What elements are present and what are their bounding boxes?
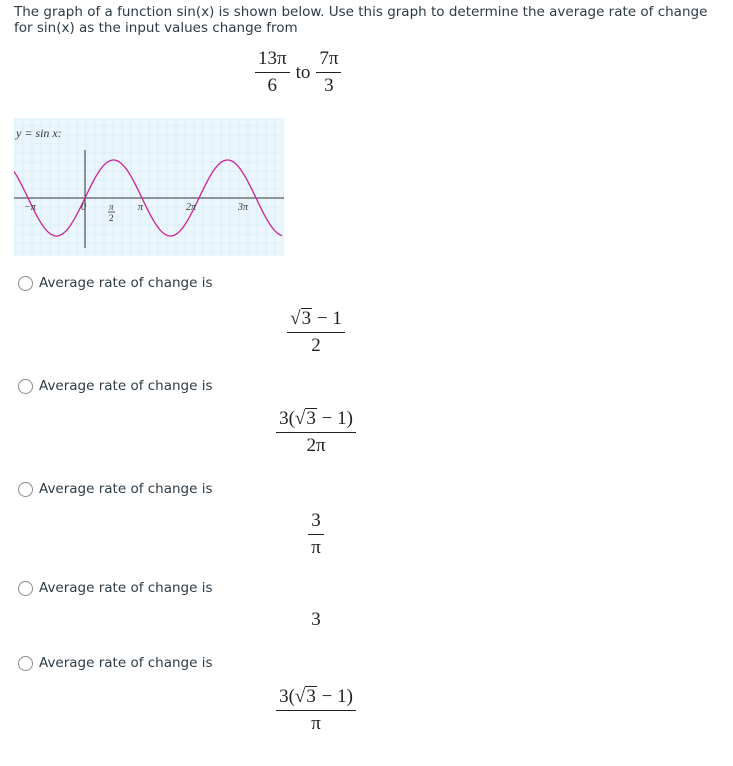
choice-5[interactable] — [18, 655, 213, 671]
answer-numerator — [276, 408, 356, 432]
radio-button[interactable] — [18, 482, 33, 497]
answer-fraction — [308, 510, 324, 559]
radical-sign: √ — [290, 308, 301, 329]
tick-zero: 0 — [81, 202, 86, 213]
radical-sign: √ — [294, 408, 306, 429]
radio-button[interactable] — [18, 581, 33, 596]
choice-label: Average rate of change is — [39, 275, 213, 291]
sine-graph — [14, 118, 284, 256]
answer-value: 3 — [311, 609, 321, 630]
answer-fraction — [276, 686, 356, 735]
choice-label: Average rate of change is — [39, 655, 213, 671]
interval-end-denominator: 3 — [324, 75, 334, 96]
answer-coefficient: 3( — [279, 686, 295, 707]
radical-sign: √ — [294, 686, 306, 707]
tick-pi-over-2-den: 2 — [109, 213, 114, 223]
choice-2[interactable] — [18, 378, 213, 394]
tick-2pi: 2π — [186, 202, 197, 213]
radio-button[interactable] — [18, 276, 33, 291]
sqrt — [290, 308, 312, 330]
graph-label: y = sin x: — [16, 126, 62, 140]
interval-start-fraction — [255, 48, 290, 97]
answer-fraction — [287, 308, 345, 357]
answer-1 — [256, 308, 376, 357]
radicand: 3 — [301, 308, 312, 329]
answer-numerator: 3 — [311, 510, 321, 531]
choice-label: Average rate of change is — [39, 481, 213, 497]
answer-denominator: 2π — [306, 435, 326, 456]
interval-expression — [255, 48, 341, 97]
answer-tail: − 1) — [316, 686, 353, 707]
answer-3 — [256, 510, 376, 559]
interval-start-numerator: 13π — [258, 48, 287, 69]
answer-tail: − 1) — [316, 408, 353, 429]
question-text: The graph of a function sin(x) is shown below. Use this graph to determine the average rate of change for sin(x) as the input values change from — [14, 4, 708, 36]
sqrt — [295, 408, 317, 430]
choice-4[interactable] — [18, 580, 213, 596]
answer-coefficient: 3( — [279, 408, 295, 429]
tick-neg-pi: −π — [24, 202, 36, 213]
interval-end-fraction — [316, 48, 341, 97]
choice-label: Average rate of change is — [39, 580, 213, 596]
answer-numerator — [287, 308, 345, 332]
radicand: 3 — [306, 408, 316, 429]
radio-button[interactable] — [18, 379, 33, 394]
interval-start-denominator: 6 — [267, 75, 278, 96]
sqrt — [295, 686, 317, 708]
tick-pi: π — [138, 202, 144, 213]
answer-denominator: 2 — [311, 335, 321, 356]
tick-pi-over-2-num: π — [109, 202, 114, 212]
answer-numerator — [276, 686, 356, 710]
choice-1[interactable] — [18, 275, 213, 291]
radicand: 3 — [306, 686, 316, 707]
interval-end-numerator: 7π — [319, 48, 339, 69]
answer-denominator: π — [311, 537, 321, 558]
interval-to-word: to — [295, 61, 311, 83]
radio-button[interactable] — [18, 656, 33, 671]
choice-3[interactable] — [18, 481, 213, 497]
answer-tail: − 1 — [312, 308, 342, 329]
answer-denominator: π — [311, 713, 321, 734]
answer-2 — [256, 408, 376, 457]
answer-4 — [256, 609, 376, 631]
answer-5 — [256, 686, 376, 735]
answer-fraction — [276, 408, 356, 457]
choice-label: Average rate of change is — [39, 378, 213, 394]
tick-3pi: 3π — [238, 202, 249, 213]
